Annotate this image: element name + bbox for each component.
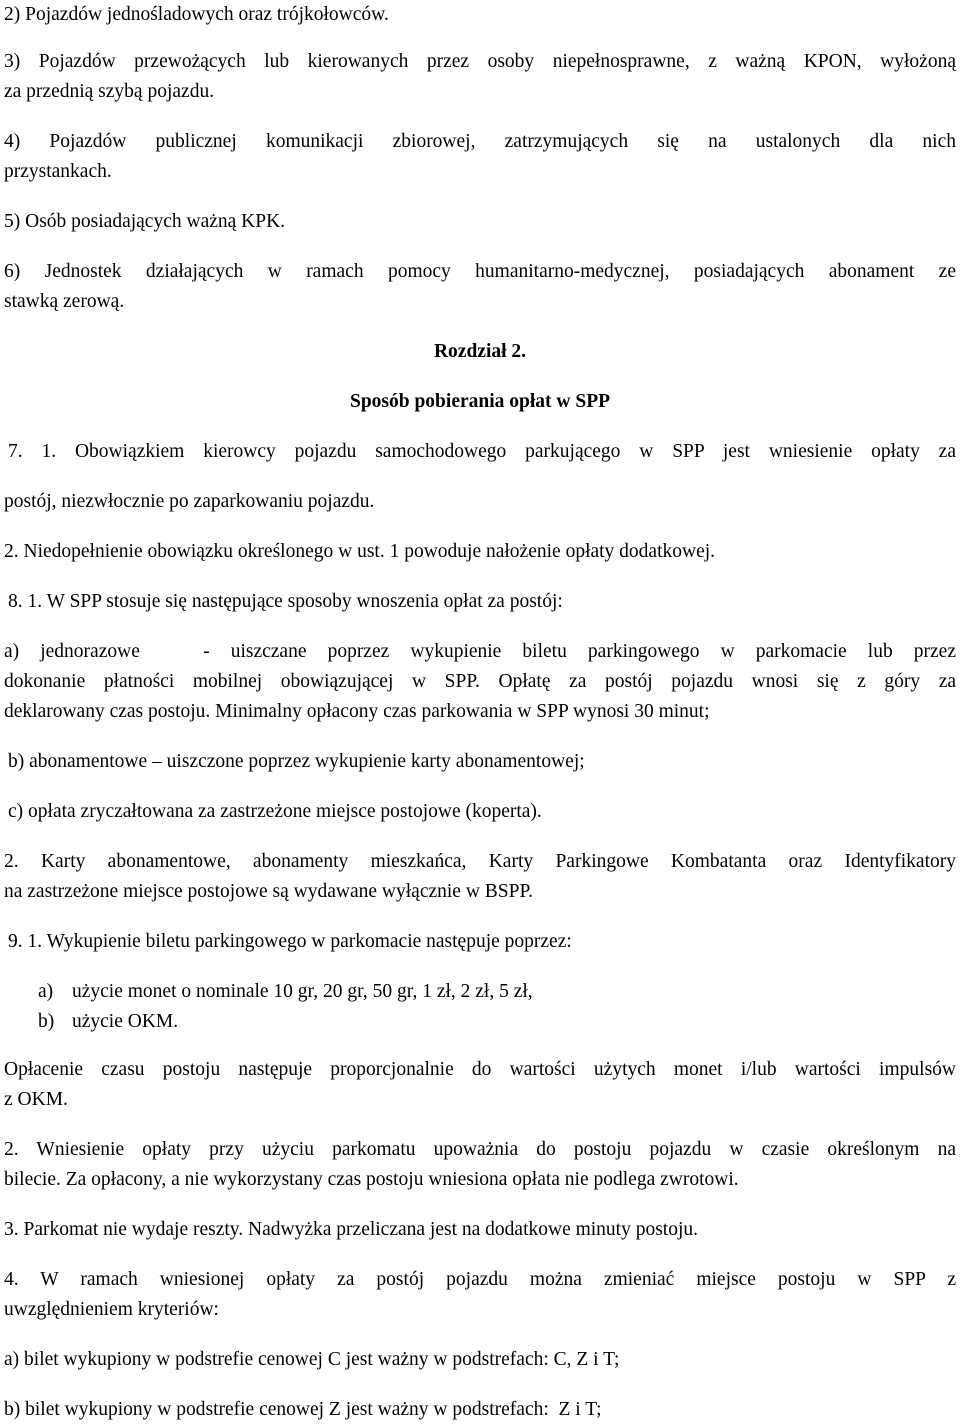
- chapter-number: Rozdział 2.: [433, 341, 527, 362]
- text-line: bilecie. Za opłacony, a nie wykorzystany czas postoju wniesiona opłata nie podlega zwrotowi.: [4, 1169, 739, 1190]
- text-line: 8. 1. W SPP stosuje się następujące sposoby wnoszenia opłat za postój:: [8, 591, 563, 612]
- text-line: 4. W ramach wniesionej opłaty za postój pojazdu można zmieniać miejsce postoju w SPP z: [4, 1269, 956, 1290]
- text-line: 3) Pojazdów przewożących lub kierowanych przez osoby niepełnosprawne, z ważną KPON, wyłożoną: [4, 51, 956, 72]
- list-item: [38, 977, 533, 1007]
- text-line: Opłacenie czasu postoju następuje proporcjonalnie do wartości użytych monet i/lub wartości impulsów: [4, 1059, 956, 1080]
- text-line: b) bilet wykupiony w podstrefie cenowej Z jest ważny w podstrefach: Z i T;: [4, 1399, 602, 1420]
- text-line: 2. Karty abonamentowe, abonamenty mieszkańca, Karty Parkingowe Kombatanta oraz Identyfikatory: [4, 851, 956, 872]
- text-line: 6) Jednostek działających w ramach pomocy humanitarno-medycznej, posiadających abonament ze: [4, 261, 956, 282]
- text-line: z OKM.: [4, 1089, 68, 1110]
- text-line: 3. Parkomat nie wydaje reszty. Nadwyżka przeliczana jest na dodatkowe minuty postoju.: [4, 1219, 699, 1240]
- text-line: 7. 1. Obowiązkiem kierowcy pojazdu samochodowego parkującego w SPP jest wniesienie opłaty za: [8, 441, 956, 462]
- text-line: 5) Osób posiadających ważną KPK.: [4, 211, 286, 232]
- list-item: [38, 1007, 178, 1037]
- chapter-title: Sposób pobierania opłat w SPP: [349, 391, 611, 412]
- list-item-text: użycie monet o nominale 10 gr, 20 gr, 50 gr, 1 zł, 2 zł, 5 zł,: [72, 981, 533, 1002]
- text-line: 2. Niedopełnienie obowiązku określonego w ust. 1 powoduje nałożenie opłaty dodatkowej.: [4, 541, 716, 562]
- text-line: c) opłata zryczałtowana za zastrzeżone miejsce postojowe (koperta).: [8, 801, 542, 822]
- text-line: 4) Pojazdów publicznej komunikacji zbiorowej, zatrzymujących się na ustalonych dla nich: [4, 131, 956, 152]
- text-line: 2. Wniesienie opłaty przy użyciu parkomatu upoważnia do postoju pojazdu w czasie określonym na: [4, 1139, 956, 1160]
- text-line: za przednią szybą pojazdu.: [4, 81, 215, 102]
- list-item-label: b): [38, 1011, 55, 1032]
- text-line: 2) Pojazdów jednośladowych oraz trójkołowców.: [4, 4, 389, 25]
- list-item-text: użycie OKM.: [72, 1011, 179, 1032]
- text-line: przystankach.: [4, 161, 112, 182]
- text-line: a) bilet wykupiony w podstrefie cenowej C jest ważny w podstrefach: C, Z i T;: [4, 1349, 620, 1370]
- text-line: uwzględnieniem kryteriów:: [4, 1299, 219, 1320]
- text-line: deklarowany czas postoju. Minimalny opłacony czas parkowania w SPP wynosi 30 minut;: [4, 701, 710, 722]
- text-line: stawką zerową.: [4, 291, 125, 312]
- text-line: dokonanie płatności mobilnej obowiązującej w SPP. Opłatę za postój pojazdu wnosi się z góry za: [4, 671, 956, 692]
- text-line: a) jednorazowe - uiszczane poprzez wykupienie biletu parkingowego w parkomacie lub przez: [4, 641, 956, 662]
- text-line: 9. 1. Wykupienie biletu parkingowego w parkomacie następuje poprzez:: [8, 931, 572, 952]
- text-line: na zastrzeżone miejsce postojowe są wydawane wyłącznie w BSPP.: [4, 881, 534, 902]
- text-line: postój, niezwłocznie po zaparkowaniu pojazdu.: [4, 491, 375, 512]
- list-item-label: a): [38, 981, 54, 1002]
- text-line: b) abonamentowe – uiszczone poprzez wykupienie karty abonamentowej;: [8, 751, 585, 772]
